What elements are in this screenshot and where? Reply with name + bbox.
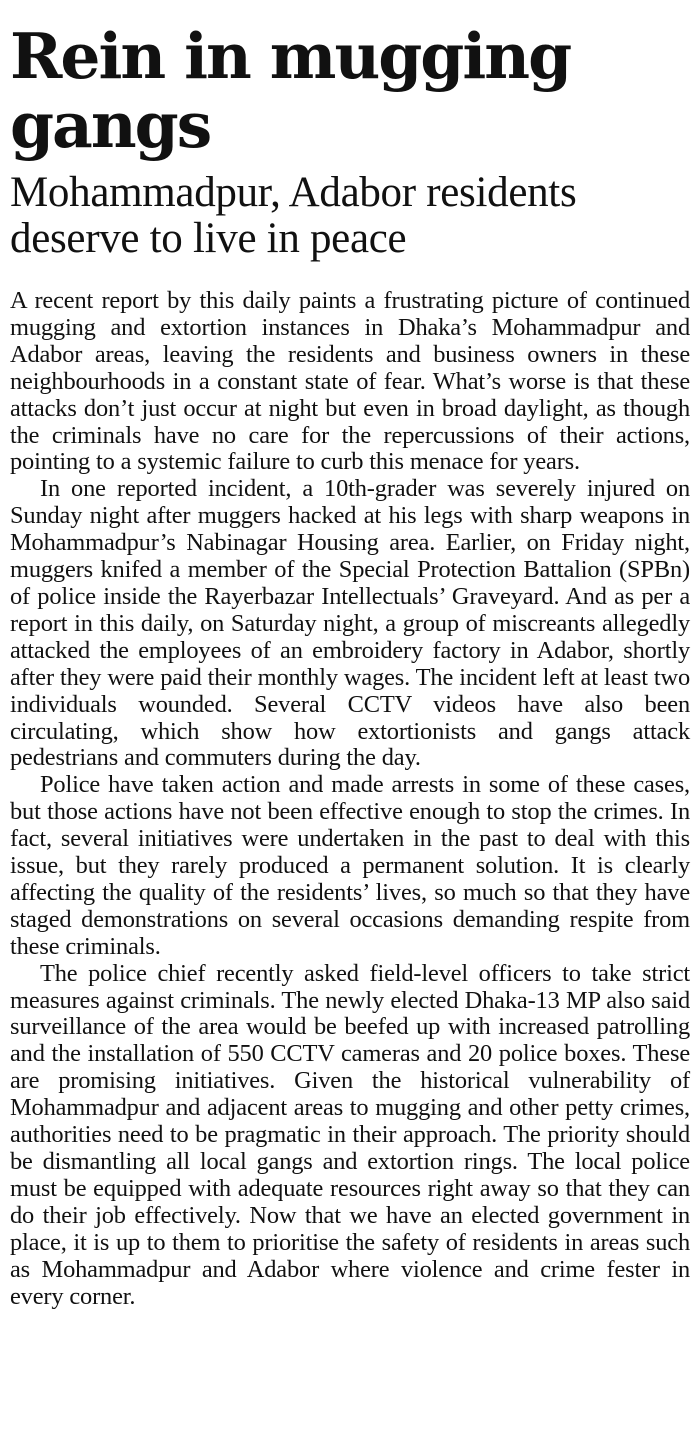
subheadline: Mohammadpur, Adabor residents deserve to live in peace (10, 169, 577, 262)
headline: Rein in mugging gangs (10, 19, 571, 162)
article-body (10, 288, 690, 1310)
article-paragraph: The police chief recently asked field-level officers to take strict measures against criminals. The newly elected Dhaka-13 MP also said surveillance of the area would be beefed up with increased patrolling and the installation of 550 CCTV cameras and 20 police boxes. These are promising initiatives. Given the historical vulnerability of Mohammadpur and adjacent areas to mugging and other petty crimes, authorities need to be pragmatic in their approach. The priority should be dismantling all local gangs and extortion rings. The local police must be equipped with adequate resources right away so that they can do their job effectively. Now that we have an elected government in place, it is up to them to prioritise the safety of residents in areas such as Mohammadpur and Adabor where violence and crime fester in every corner. (10, 959, 690, 1310)
article-paragraph: A recent report by this daily paints a frustrating picture of continued mugging and extortion instances in Dhaka’s Mohammadpur and Adabor areas, leaving the residents and business owners in these neighbourhoods in a constant state of fear. What’s worse is that these attacks don’t just occur at night but even in broad daylight, as though the criminals have no care for the repercussions of their actions, pointing to a systemic failure to curb this menace for years. (10, 287, 690, 476)
article-paragraph: In one reported incident, a 10th-grader was severely injured on Sunday night after muggers hacked at his legs with sharp weapons in Mohammadpur’s Nabinagar Housing area. Earlier, on Friday night, muggers knifed a member of the Special Protection Battalion (SPBn) of police inside the Rayerbazar Intellectuals’ Graveyard. And as per a report in this daily, on Saturday night, a group of miscreants allegedly attacked the employees of an embroidery factory in Adabor, shortly after they were paid their monthly wages. The incident left at least two individuals wounded. Several CCTV videos have also been circulating, which show how extortionists and gangs attack pedestrians and commuters during the day. (10, 475, 690, 772)
article-paragraph: Police have taken action and made arrests in some of these cases, but those actions have not been effective enough to stop the crimes. In fact, several initiatives were undertaken in the past to deal with this issue, but they rarely produced a permanent solution. It is clearly affecting the quality of the residents’ lives, so much so that they have staged demonstrations on several occasions demanding respite from these criminals. (10, 771, 690, 960)
